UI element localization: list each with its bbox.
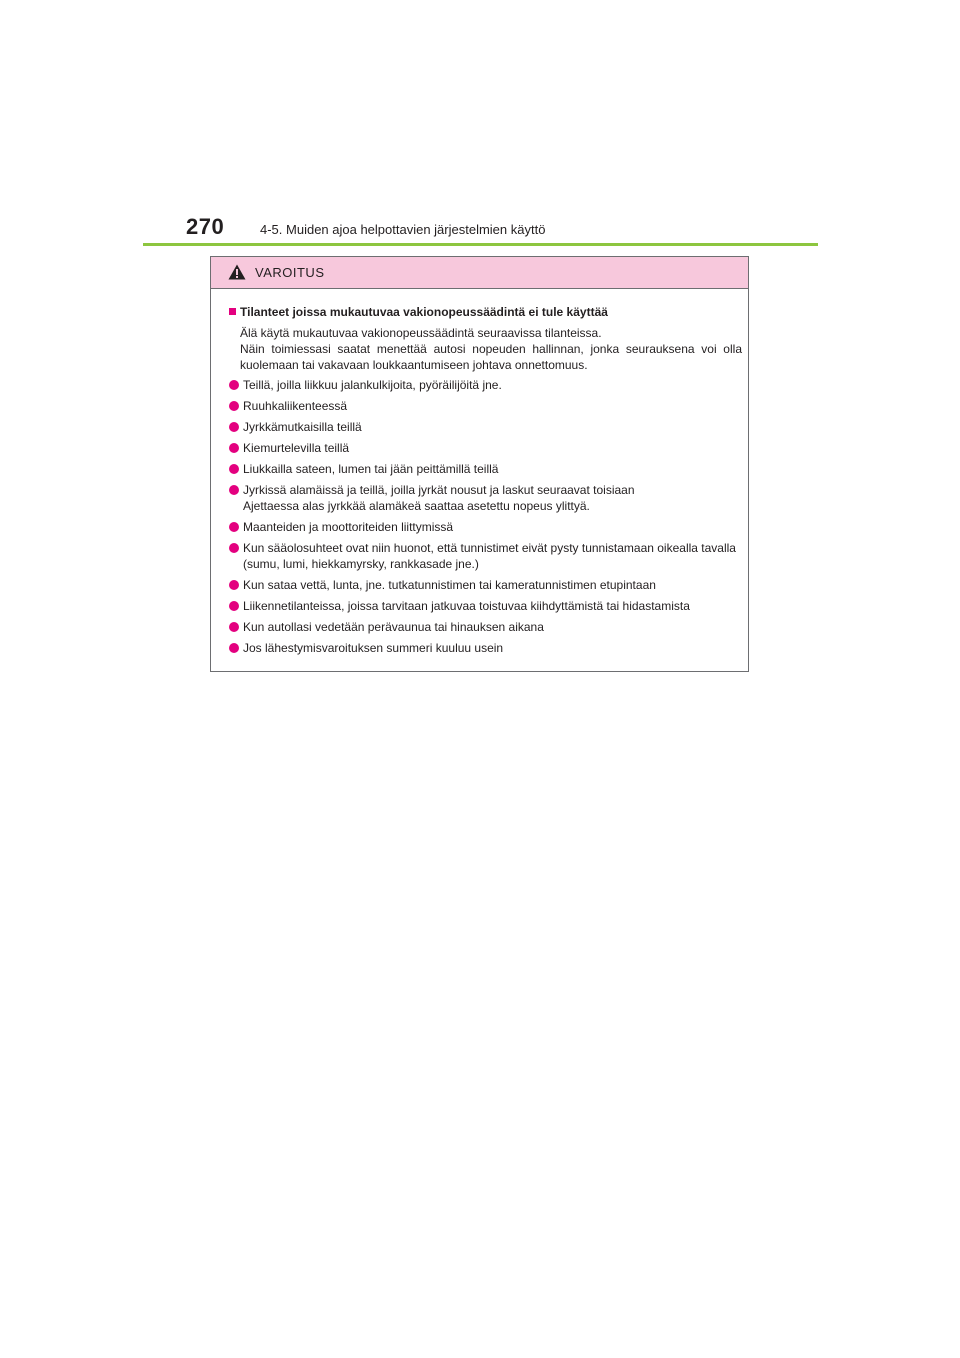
list-item-text: Liikennetilanteissa, joissa tarvitaan jatkuvaa toistuvaa kiihdyttämistä tai hidastamista xyxy=(243,599,690,613)
warning-header xyxy=(211,257,748,289)
intro-line: Älä käytä mukautuvaa vakionopeussäädintä seuraavissa tilanteissa. xyxy=(240,326,602,340)
warning-subheading xyxy=(229,304,742,320)
header-rule xyxy=(143,243,818,246)
intro-paragraph: Näin toimiessasi saatat menettää autosi nopeuden hallinnan, jonka seurauksena voi olla kuolemaan tai vakavaan loukkaantumiseen johtava onnettomuus. xyxy=(240,342,742,372)
list-item-text: Kun sääolosuhteet ovat niin huonot, että tunnistimet eivät pysty tunnistamaan oikealla tavalla (sumu, lumi, hiekkamyrsky, rankkasade jne.) xyxy=(243,541,736,571)
list-item xyxy=(229,540,742,572)
list-item-subtext: Ajettaessa alas jyrkkää alamäkeä saattaa asetettu nopeus ylittyä. xyxy=(243,499,590,513)
list-item-text: Liukkailla sateen, lumen tai jään peittämillä teillä xyxy=(243,462,499,476)
list-item xyxy=(229,598,742,614)
list-item xyxy=(229,482,742,514)
list-item-text: Jyrkkämutkaisilla teillä xyxy=(243,420,362,434)
page-header xyxy=(186,214,766,244)
warning-intro xyxy=(229,325,742,373)
list-item xyxy=(229,577,742,593)
bullet-dot-icon xyxy=(229,622,239,632)
bullet-dot-icon xyxy=(229,401,239,411)
list-item-text: Kiemurtelevilla teillä xyxy=(243,441,350,455)
bullet-dot-icon xyxy=(229,522,239,532)
warning-box xyxy=(210,256,749,672)
list-item-text: Teillä, joilla liikkuu jalankulkijoita, pyöräilijöitä jne. xyxy=(243,378,502,392)
list-item xyxy=(229,398,742,414)
list-item-text: Ruuhkaliikenteessä xyxy=(243,399,348,413)
list-item-text: Kun sataa vettä, lunta, jne. tutkatunnistimen tai kameratunnistimen etupintaan xyxy=(243,578,656,592)
list-item-text: Kun autollasi vedetään perävaunua tai hinauksen aikana xyxy=(243,620,544,634)
warning-triangle-icon xyxy=(228,264,246,280)
bullet-dot-icon xyxy=(229,543,239,553)
bullet-dot-icon xyxy=(229,443,239,453)
list-item xyxy=(229,640,742,656)
list-item xyxy=(229,461,742,477)
list-item xyxy=(229,619,742,635)
list-item-text: Jos lähestymisvaroituksen summeri kuuluu usein xyxy=(243,641,504,655)
list-item xyxy=(229,377,742,393)
list-item xyxy=(229,419,742,435)
subheading-text: Tilanteet joissa mukautuvaa vakionopeussäädintä ei tule käyttää xyxy=(240,305,608,319)
bullet-dot-icon xyxy=(229,643,239,653)
warning-list xyxy=(229,377,742,656)
list-item xyxy=(229,519,742,535)
page-number: 270 xyxy=(186,214,225,239)
bullet-dot-icon xyxy=(229,464,239,474)
section-title: 4-5. Muiden ajoa helpottavien järjestelmien käyttö xyxy=(260,222,546,237)
bullet-dot-icon xyxy=(229,485,239,495)
bullet-dot-icon xyxy=(229,422,239,432)
square-bullet-icon xyxy=(229,308,236,315)
bullet-dot-icon xyxy=(229,601,239,611)
bullet-dot-icon xyxy=(229,380,239,390)
bullet-dot-icon xyxy=(229,580,239,590)
list-item xyxy=(229,440,742,456)
list-item-text: Jyrkissä alamäissä ja teillä, joilla jyrkät nousut ja laskut seuraavat toisiaan xyxy=(243,483,635,497)
list-item-text: Maanteiden ja moottoriteiden liittymissä xyxy=(243,520,454,534)
warning-label: VAROITUS xyxy=(255,265,325,280)
warning-body xyxy=(211,289,748,656)
